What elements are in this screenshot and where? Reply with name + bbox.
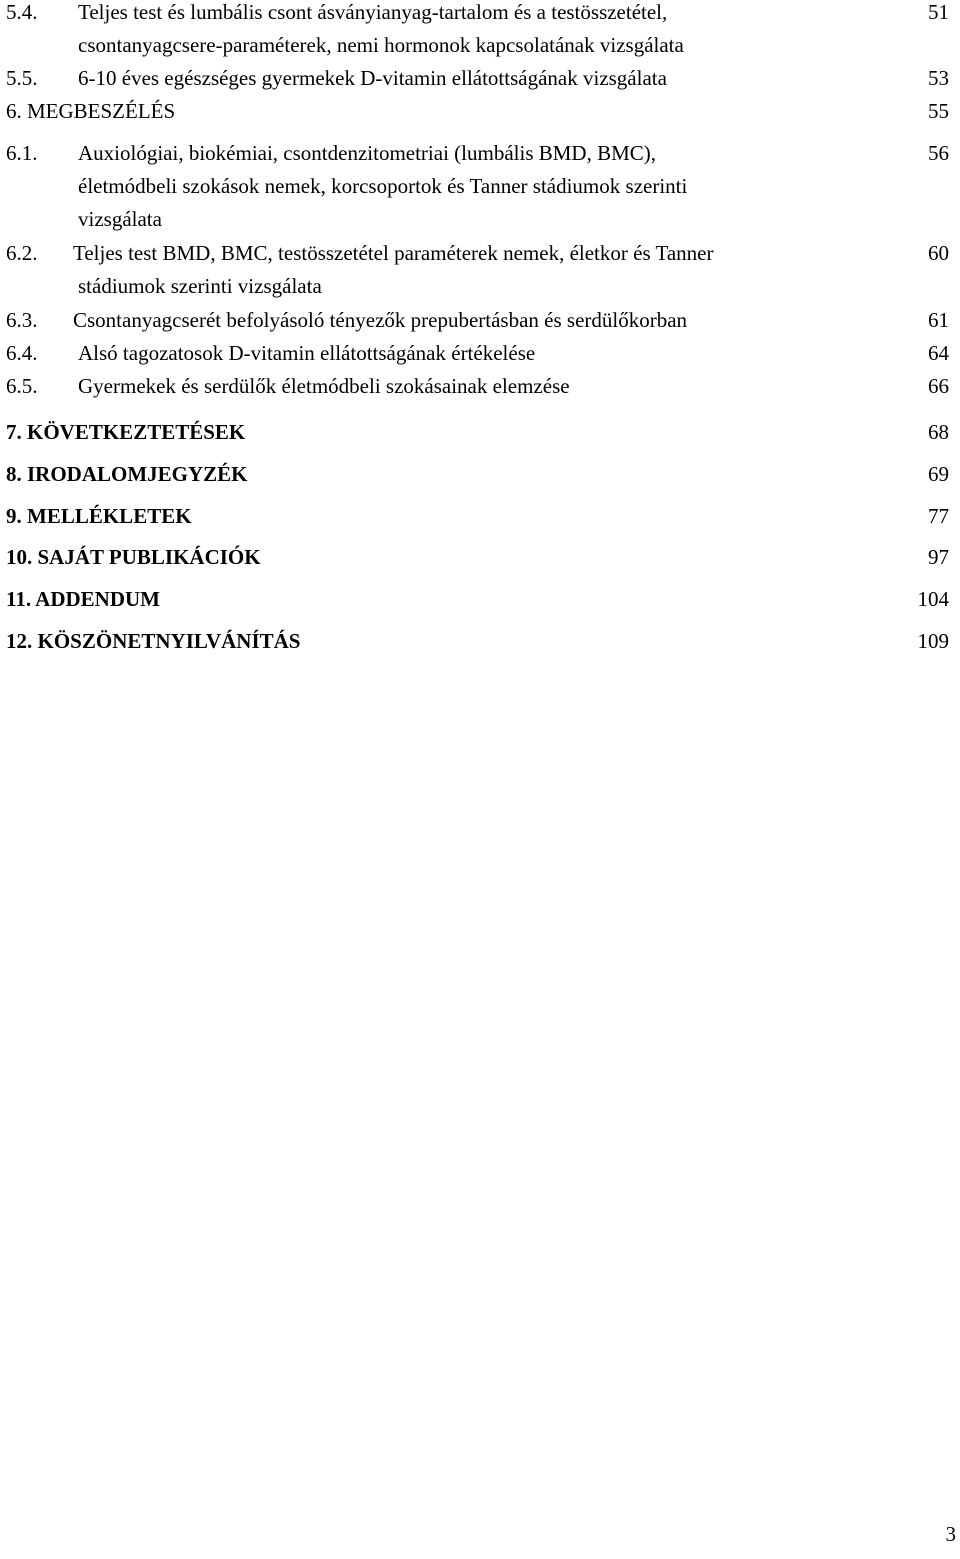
- toc-entry-8[interactable]: [0, 458, 960, 491]
- toc-entry-5-4[interactable]: [0, 0, 960, 29]
- toc-entry-number: 5.4.: [6, 0, 38, 24]
- toc-entry-title-continued: életmódbeli szokások nemek, korcsoportok és Tanner stádiumok szerinti: [78, 174, 688, 198]
- toc-entry-title: 11. ADDENDUM: [6, 587, 161, 611]
- toc-entry-page: 66: [928, 374, 949, 398]
- toc-entry-number: 6.5.: [6, 374, 38, 398]
- toc-entry-12[interactable]: [0, 625, 960, 658]
- toc-entry-9[interactable]: [0, 500, 960, 533]
- toc-entry-7[interactable]: [0, 416, 960, 449]
- toc-entry-page: 61: [928, 308, 949, 332]
- toc-entry-page: 64: [928, 341, 949, 365]
- toc-entry-number: 6.4.: [6, 341, 38, 365]
- toc-entry-page: 51: [928, 0, 949, 24]
- toc-entry-title: Auxiológiai, biokémiai, csontdenzitometriai (lumbális BMD, BMC),: [78, 141, 657, 165]
- toc-entry-title-continued: csontanyagcsere-paraméterek, nemi hormonok kapcsolatának vizsgálata: [78, 33, 684, 57]
- toc-entry-title: Teljes test és lumbális csont ásványianyag-tartalom és a testösszetétel,: [78, 0, 668, 24]
- toc-entry-5-4-continued[interactable]: [0, 29, 960, 62]
- toc-entry-title: 6. MEGBESZÉLÉS: [6, 99, 176, 123]
- toc-entry-page: 77: [928, 504, 949, 528]
- toc-entry-title: 7. KÖVETKEZTETÉSEK: [6, 420, 246, 444]
- toc-entry-title: Alsó tagozatosok D-vitamin ellátottságának értékelése: [78, 341, 536, 365]
- toc-entry-6-1-continued[interactable]: [0, 170, 960, 203]
- toc-entry-number: 6.3.: [6, 308, 38, 332]
- toc-entry-number: 5.5.: [6, 66, 38, 90]
- toc-entry-title: 9. MELLÉKLETEK: [6, 504, 192, 528]
- toc-entry-page: 53: [928, 66, 949, 90]
- toc-entry-6[interactable]: [0, 95, 960, 128]
- toc-entry-title: 6-10 éves egészséges gyermekek D-vitamin ellátottságának vizsgálata: [78, 66, 667, 90]
- toc-entry-page: 104: [917, 587, 949, 611]
- toc-entry-page: 68: [928, 420, 949, 444]
- toc-entry-page: 109: [917, 629, 949, 653]
- toc-entry-page: 60: [928, 241, 949, 265]
- toc-entry-title: Gyermekek és serdülők életmódbeli szokásainak elemzése: [78, 374, 570, 398]
- toc-entry-6-1-continued-2[interactable]: [0, 203, 960, 236]
- toc-entry-10[interactable]: [0, 541, 960, 574]
- toc-entry-6-2[interactable]: [0, 237, 960, 270]
- toc-entry-6-5[interactable]: [0, 370, 960, 403]
- toc-entry-number: 6.1.: [6, 141, 38, 165]
- toc-entry-page: 56: [928, 141, 949, 165]
- toc-entry-number: 6.2.: [6, 241, 38, 265]
- toc-entry-title-continued: vizsgálata: [78, 207, 162, 231]
- toc-entry-6-2-continued[interactable]: [0, 270, 960, 303]
- toc-entry-page: 69: [928, 462, 949, 486]
- toc-entry-5-5[interactable]: [0, 62, 960, 95]
- toc-entry-title: Csontanyagcserét befolyásoló tényezők prepubertásban és serdülőkorban: [73, 308, 688, 332]
- toc-entry-page: 55: [928, 99, 949, 123]
- toc-entry-6-4[interactable]: [0, 337, 960, 370]
- toc-entry-6-3[interactable]: [0, 304, 960, 337]
- toc-entry-11[interactable]: [0, 583, 960, 616]
- toc-entry-title: 12. KÖSZÖNETNYILVÁNÍTÁS: [6, 629, 301, 653]
- toc-entry-6-1[interactable]: [0, 137, 960, 170]
- toc-entry-title: 10. SAJÁT PUBLIKÁCIÓK: [6, 545, 261, 569]
- toc-entry-title-continued: stádiumok szerinti vizsgálata: [78, 274, 322, 298]
- toc-entry-page: 97: [928, 545, 949, 569]
- page-number: 3: [945, 1522, 956, 1546]
- toc-entry-title: 8. IRODALOMJEGYZÉK: [6, 462, 248, 486]
- toc-entry-title: Teljes test BMD, BMC, testösszetétel paraméterek nemek, életkor és Tanner: [73, 241, 714, 265]
